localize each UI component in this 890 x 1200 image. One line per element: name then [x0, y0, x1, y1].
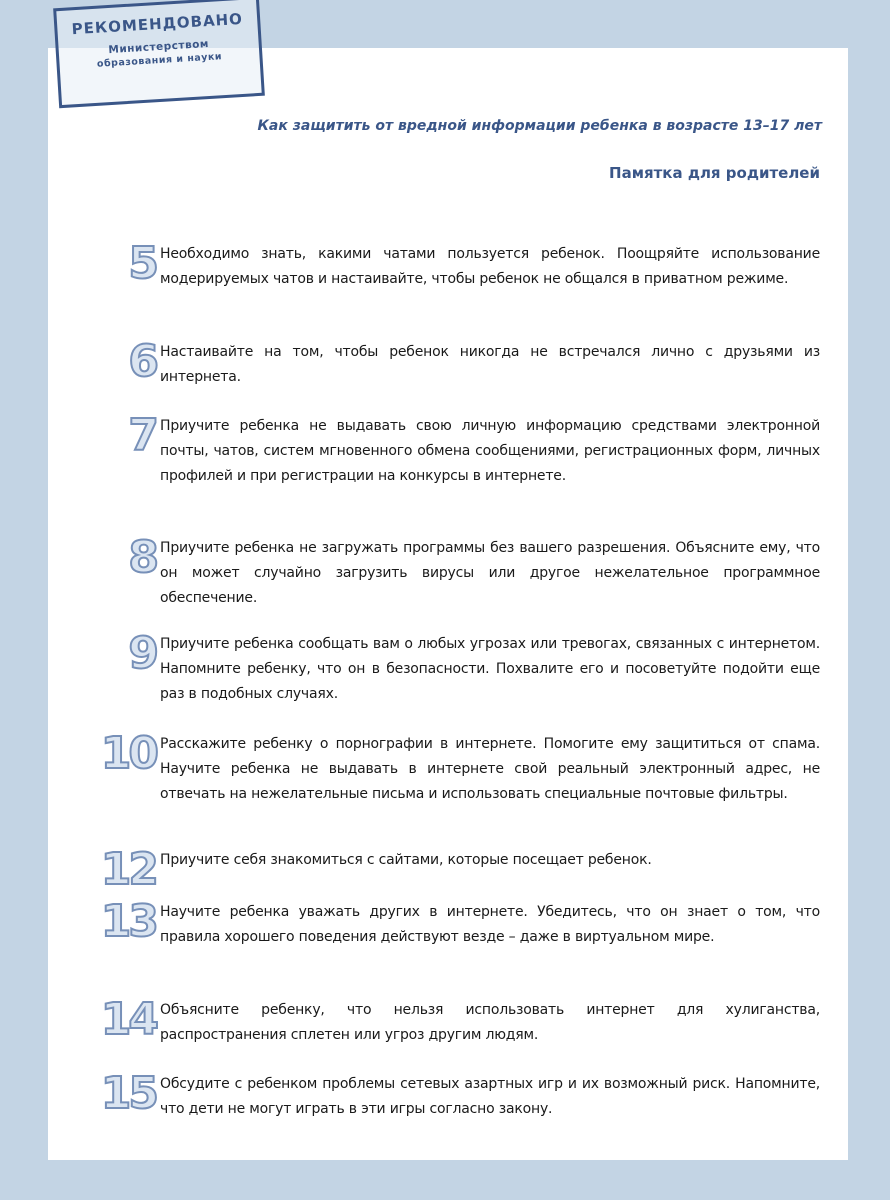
item-number: 10 [100, 728, 156, 779]
item-text: Приучите ребенка не загружать программы без вашего разрешения. Объясните ему, что он может случайно загрузить вирусы или другое нежелательное программное обеспечение. [160, 540, 820, 606]
stamp-line-education: образования и науки [96, 51, 223, 70]
item-number: 15 [100, 1068, 156, 1119]
item-text: Приучите ребенка сообщать вам о любых угрозах или тревогах, связанных с интернетом. Напомните ребенку, что он в безопасности. Похвалите его и посоветуйте подойти еще раз в подобных случаях. [160, 636, 820, 702]
item-text: Расскажите ребенку о порнографии в интернете. Помогите ему защититься от спама. Научите ребенка не выдавать в интернете свой реальный электронный адрес, не отвечать на нежелательные письма и использовать специальные почтовые фильтры. [160, 736, 820, 802]
item-number: 14 [100, 994, 156, 1045]
stamp-line-ministry: Министерством [108, 37, 210, 57]
item-number: 12 [100, 844, 156, 895]
item-text: Необходимо знать, какими чатами пользуется ребенок. Поощряйте использование модерируемых чатов и настаивайте, чтобы ребенок не общался в приватном режиме. [160, 246, 820, 287]
item-number: 13 [100, 896, 156, 947]
item-number: 7 [128, 410, 156, 461]
item-text: Приучите ребенка не выдавать свою личную информацию средствами электронной почты, чатов, систем мгновенного обмена сообщениями, регистрационных форм, личных профилей и при регистрации на конкурсы в интернете. [160, 418, 820, 484]
item-number: 6 [128, 336, 156, 387]
stamp-title: РЕКОМЕНДОВАНО [71, 9, 244, 39]
item-text: Научите ребенка уважать других в интернете. Убедитесь, что он знает о том, что правила хорошего поведения действуют везде – даже в виртуальном мире. [160, 904, 820, 945]
item-number: 5 [128, 238, 156, 289]
document-subtitle: Как защитить от вредной информации ребенка в возрасте 13–17 лет [257, 118, 822, 134]
item-text: Приучите себя знакомиться с сайтами, которые посещает ребенок. [160, 852, 652, 868]
item-text: Объясните ребенку, что нельзя использовать интернет для хулиганства, распространения сплетен или угроз другим людям. [160, 1002, 820, 1043]
item-number: 9 [128, 628, 156, 679]
memo-title: Памятка для родителей [609, 164, 820, 182]
item-number: 8 [128, 532, 156, 583]
item-text: Обсудите с ребенком проблемы сетевых азартных игр и их возможный риск. Напомните, что дети не могут играть в эти игры согласно закону. [160, 1076, 820, 1117]
item-text: Настаивайте на том, чтобы ребенок никогда не встречался лично с друзьями из интернета. [160, 344, 820, 385]
recommended-stamp [53, 0, 265, 108]
